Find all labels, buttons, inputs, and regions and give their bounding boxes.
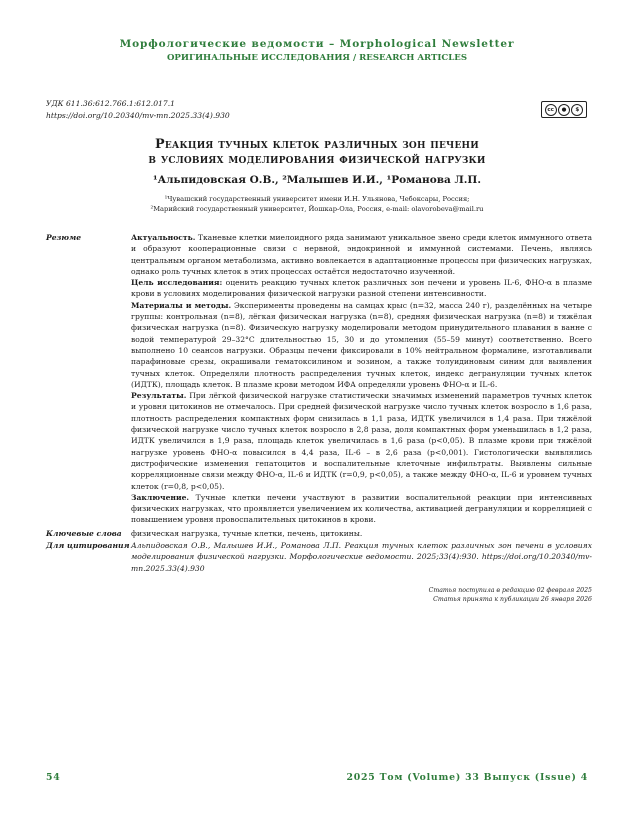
methods-heading: Материалы и методы.: [131, 300, 232, 310]
section-label: ОРИГИНАЛЬНЫЕ ИССЛЕДОВАНИЯ / RESEARCH ARTICLES: [166, 53, 468, 63]
aim-heading: Цель исследования:: [131, 278, 223, 288]
aim-text: оценить реакцию тучных клеток различных зон печени и уровень IL-6, ФНО-α в плазме крови в условиях моделирования физической нагрузки разной степени интенсивности.: [131, 278, 592, 299]
accepted-date: Статья принята к публикации 26 января 2026: [433, 595, 592, 603]
received-date: Статья поступила в редакцию 02 февраля 2025: [428, 586, 592, 594]
article-dates: [46, 586, 592, 604]
doi-link[interactable]: https://doi.org/10.20340/mv-mn.2025.33(4).930: [46, 111, 230, 120]
article-meta: [46, 98, 230, 122]
keywords-row: [46, 528, 592, 539]
conclusion-heading: Заключение.: [131, 492, 190, 502]
noncommercial-icon: $: [571, 104, 583, 116]
conclusion-text: Тучные клетки печени участвуют в развитии воспалительной реакции при интенсивных физических нагрузках, что проявляется увеличением их количества, активацией дегрануляции и корреляцией с повышением уровня провоспалительных цитокинов в крови.: [131, 492, 592, 525]
methods-paragraph: [131, 300, 592, 390]
journal-header: [0, 38, 634, 63]
affiliation-1: ¹Чувашский государственный университет имени И.Н. Ульянова, Чебоксары, Россия;: [164, 195, 470, 203]
aim-paragraph: [131, 277, 592, 300]
citation-text: Альпидовская О.В., Малышев И.И., Романова Л.П. Реакция тучных клеток различных зон печени в условиях моделирования физической нагрузки. Морфологические ведомости. 2025;33(4):930. https://doi.org/10.20340/mv-mn.2025.33(4).930: [131, 541, 592, 573]
affiliation-2: ²Марийский государственный университет, Йошкар-Ола, Россия, e-mail: olavorobeva@mail.ru: [150, 205, 484, 213]
affiliations: [0, 194, 634, 214]
relevance-text: Тканевые клетки миелоидного ряда занимают уникальное звено среди клеток иммунного ответа и образуют кооперационные связи с нервной, эндокринной и иммунной системами. Печень, являясь центральным органом метаболизма, активно вовлекается в адаптационные процессы при физических нагрузках, однако роль тучных клеток в этих процессах остаётся недостаточно изученной.: [131, 233, 592, 276]
attribution-icon: ●: [558, 104, 570, 116]
citation-label: Для цитирования: [46, 541, 130, 551]
issue-info: 2025 Том (Volume) 33 Выпуск (Issue) 4: [346, 772, 588, 783]
relevance-paragraph: [131, 232, 592, 277]
udk-code: УДК 611.36:612.766.1:612.017.1: [46, 99, 175, 108]
keywords-text: физическая нагрузка, тучные клетки, печень, цитокины.: [131, 528, 363, 538]
abstract-row: [46, 232, 592, 526]
abstract-label: Резюме: [46, 233, 82, 242]
methods-text: Эксперименты проведены на самцах крыс (n=32, масса 240 г), разделённых на четыре группы: контрольная (n=8), лёгкая физическая нагрузка (n=8), средняя физическая нагрузка (n=8) и тяжёлая физическая нагрузка (n=8). Физическую нагрузку моделировали методом принудительного плавания в ванне с водой температурой 29–32°C длительностью 15, 30 и до утомления (55–59 минут) соответственно. Всего выполнено 10 сеансов нагрузки. Образцы печени фиксировали в 10% нейтральном формалине, изготавливали парафиновые срезы, окрашивали гематоксилином и эозином, а также толуидиновым синим для выявления тучных клеток. Определяли плотность распределения тучных клеток, индекс дегрануляции тучных клеток (ИДТК), площадь клеток. В плазме крови методом ИФА определяли уровень ФНО-α и IL-6.: [131, 300, 592, 389]
conclusion-paragraph: [131, 492, 592, 526]
journal-title: Морфологические ведомости – Morphological Newsletter: [119, 38, 515, 50]
relevance-heading: Актуальность.: [131, 233, 196, 242]
keywords-label: Ключевые слова: [46, 528, 122, 538]
page-number: 54: [46, 772, 61, 783]
authors: ¹Альпидовская О.В., ²Малышев И.И., ¹Романова Л.П.: [153, 174, 481, 186]
citation-row: [46, 540, 592, 574]
results-text: При лёгкой физической нагрузке статистически значимых изменений параметров тучных клеток и уровня цитокинов не отмечалось. При средней физической нагрузке число тучных клеток возросло в 1,6 раза, плотность распределения компактных форм снизилась в 1,1 раза, ИДТК увеличился в 1,4 раза. При тяжёлой физической нагрузке число тучных клеток возросло в 2,8 раза, доля компактных форм уменьшилась в 1,2 раза, ИДТК увеличился в 1,9 раза, площадь клеток увеличилась в 1,6 раза (p<0,05). В плазме крови при тяжёлой нагрузке уровень ФНО-α повысился в 4,4 раза, IL-6 – в 2,6 раза (p<0,001). Гистологически выявлялись дистрофические изменения гепатоцитов и воспалительные клеточные инфильтраты. Выявлены сильные корреляционные связи между ФНО-α, IL-6 и ИДТК (r=0,9, p<0,05), а также между ФНО-α, IL-6 и уровнем тучных клеток (r=0,8, p<0,05).: [131, 391, 592, 491]
article-title: [0, 137, 634, 167]
results-heading: Результаты.: [131, 391, 187, 401]
title-line-1: Реакция тучных клеток различных зон печени: [155, 137, 479, 152]
title-line-2: в условиях моделирования физической нагрузки: [148, 152, 486, 167]
results-paragraph: [131, 390, 592, 492]
abstract-text: [131, 232, 592, 526]
cc-icon: cc: [545, 104, 557, 116]
creative-commons-icon: [541, 101, 587, 118]
abstract-block: [46, 232, 592, 604]
page-footer: [46, 772, 588, 783]
